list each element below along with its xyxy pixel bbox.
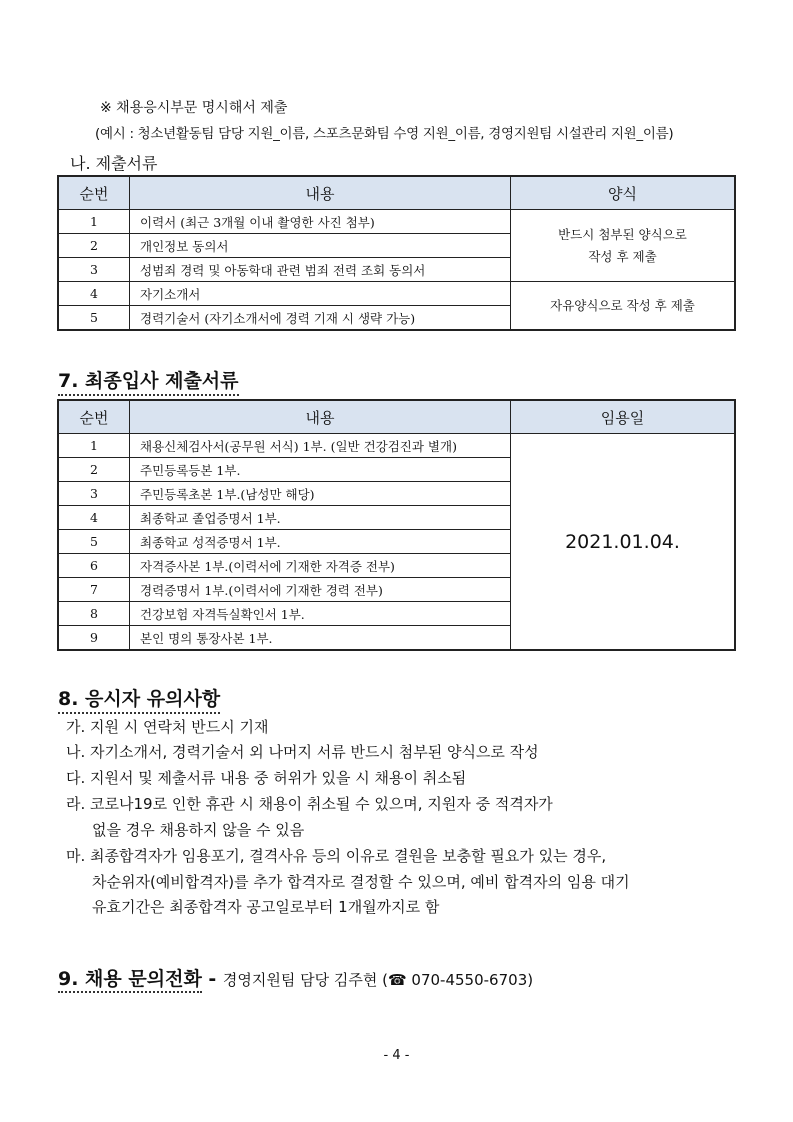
notice-item: 다. 지원서 및 제출서류 내용 중 허위가 있을 시 채용이 취소됨 bbox=[66, 769, 467, 787]
notice-item: 가. 지원 시 연락처 반드시 기재 bbox=[66, 718, 269, 736]
form-group-1-line-1: 반드시 첨부된 양식으로 bbox=[558, 226, 687, 242]
row-no: 9 bbox=[58, 626, 130, 651]
table-row bbox=[58, 210, 735, 234]
form-group-1 bbox=[511, 210, 736, 282]
row-content: 최종학교 성적증명서 1부. bbox=[130, 530, 511, 554]
row-content: 이력서 (최근 3개월 이내 촬영한 사진 첨부) bbox=[130, 210, 511, 234]
row-no: 6 bbox=[58, 554, 130, 578]
row-no: 7 bbox=[58, 578, 130, 602]
notice-item-continued: 유효기간은 최종합격자 공고일로부터 1개월까지로 함 bbox=[92, 898, 440, 916]
row-no: 5 bbox=[58, 306, 130, 331]
row-no: 2 bbox=[58, 234, 130, 258]
row-content: 성범죄 경력 및 아동학대 관련 범죄 전력 조회 동의서 bbox=[130, 258, 511, 282]
notice-item: 마. 최종합격자가 임용포기, 결격사유 등의 이유로 결원을 보충할 필요가 있는 경우, bbox=[66, 847, 607, 865]
row-no: 8 bbox=[58, 602, 130, 626]
header-date: 임용일 bbox=[511, 400, 736, 434]
table-header-row bbox=[58, 400, 735, 434]
table-header-row bbox=[58, 176, 735, 210]
form-group-1-line-2: 작성 후 제출 bbox=[588, 248, 657, 264]
row-content: 경력기술서 (자기소개서에 경력 기재 시 생략 가능) bbox=[130, 306, 511, 331]
row-no: 1 bbox=[58, 434, 130, 458]
row-no: 4 bbox=[58, 282, 130, 306]
note-line-2: (예시 : 청소년활동팀 담당 지원_이름, 스포츠문화팀 수영 지원_이름, 경영지원팀 시설관리 지원_이름) bbox=[95, 126, 674, 142]
header-no: 순번 bbox=[58, 176, 130, 210]
section-na-title: 나. 제출서류 bbox=[70, 154, 158, 173]
row-content: 개인정보 동의서 bbox=[130, 234, 511, 258]
section-9 bbox=[58, 964, 533, 991]
notice-item: 나. 자기소개서, 경력기술서 외 나머지 서류 반드시 첨부된 양식으로 작성 bbox=[66, 743, 539, 761]
header-no: 순번 bbox=[58, 400, 130, 434]
row-no: 3 bbox=[58, 258, 130, 282]
section-9-dash: - bbox=[201, 968, 223, 990]
contact-info: 경영지원팀 담당 김주현 (☎ 070-4550-6703) bbox=[222, 971, 534, 989]
header-content: 내용 bbox=[130, 400, 511, 434]
header-content: 내용 bbox=[130, 176, 511, 210]
table-row bbox=[58, 282, 735, 306]
notice-item-continued: 차순위자(예비합격자)를 추가 합격자로 결정할 수 있으며, 예비 합격자의 임용 대기 bbox=[92, 873, 630, 891]
row-no: 2 bbox=[58, 458, 130, 482]
note-line-1: ※ 채용응시부문 명시해서 제출 bbox=[100, 100, 288, 116]
appointment-date: 2021.01.04. bbox=[511, 434, 736, 651]
section-7-title: 7. 최종입사 제출서류 bbox=[58, 366, 239, 396]
row-content: 본인 명의 통장사본 1부. bbox=[130, 626, 511, 651]
form-group-2: 자유양식으로 작성 후 제출 bbox=[511, 282, 736, 331]
notice-item-continued: 없을 경우 채용하지 않을 수 있음 bbox=[92, 821, 305, 839]
row-no: 4 bbox=[58, 506, 130, 530]
row-content: 자기소개서 bbox=[130, 282, 511, 306]
section-8-title: 8. 응시자 유의사항 bbox=[58, 684, 220, 714]
row-content: 주민등록등본 1부. bbox=[130, 458, 511, 482]
notice-item: 라. 코로나19로 인한 휴관 시 채용이 취소될 수 있으며, 지원자 중 적격자가 bbox=[66, 795, 553, 813]
final-documents-table bbox=[57, 399, 736, 651]
row-no: 1 bbox=[58, 210, 130, 234]
row-content: 최종학교 졸업증명서 1부. bbox=[130, 506, 511, 530]
row-content: 주민등록초본 1부.(남성만 해당) bbox=[130, 482, 511, 506]
submission-table bbox=[57, 175, 736, 331]
row-content: 경력증명서 1부.(이력서에 기재한 경력 전부) bbox=[130, 578, 511, 602]
table-row bbox=[58, 434, 735, 458]
row-content: 건강보험 자격득실확인서 1부. bbox=[130, 602, 511, 626]
header-form: 양식 bbox=[511, 176, 736, 210]
section-9-title: 9. 채용 문의전화 bbox=[58, 968, 202, 993]
row-content: 자격증사본 1부.(이력서에 기재한 자격증 전부) bbox=[130, 554, 511, 578]
row-content: 채용신체검사서(공무원 서식) 1부. (일반 건강검진과 별개) bbox=[130, 434, 511, 458]
page-number: - 4 - bbox=[383, 1048, 410, 1063]
row-no: 3 bbox=[58, 482, 130, 506]
row-no: 5 bbox=[58, 530, 130, 554]
